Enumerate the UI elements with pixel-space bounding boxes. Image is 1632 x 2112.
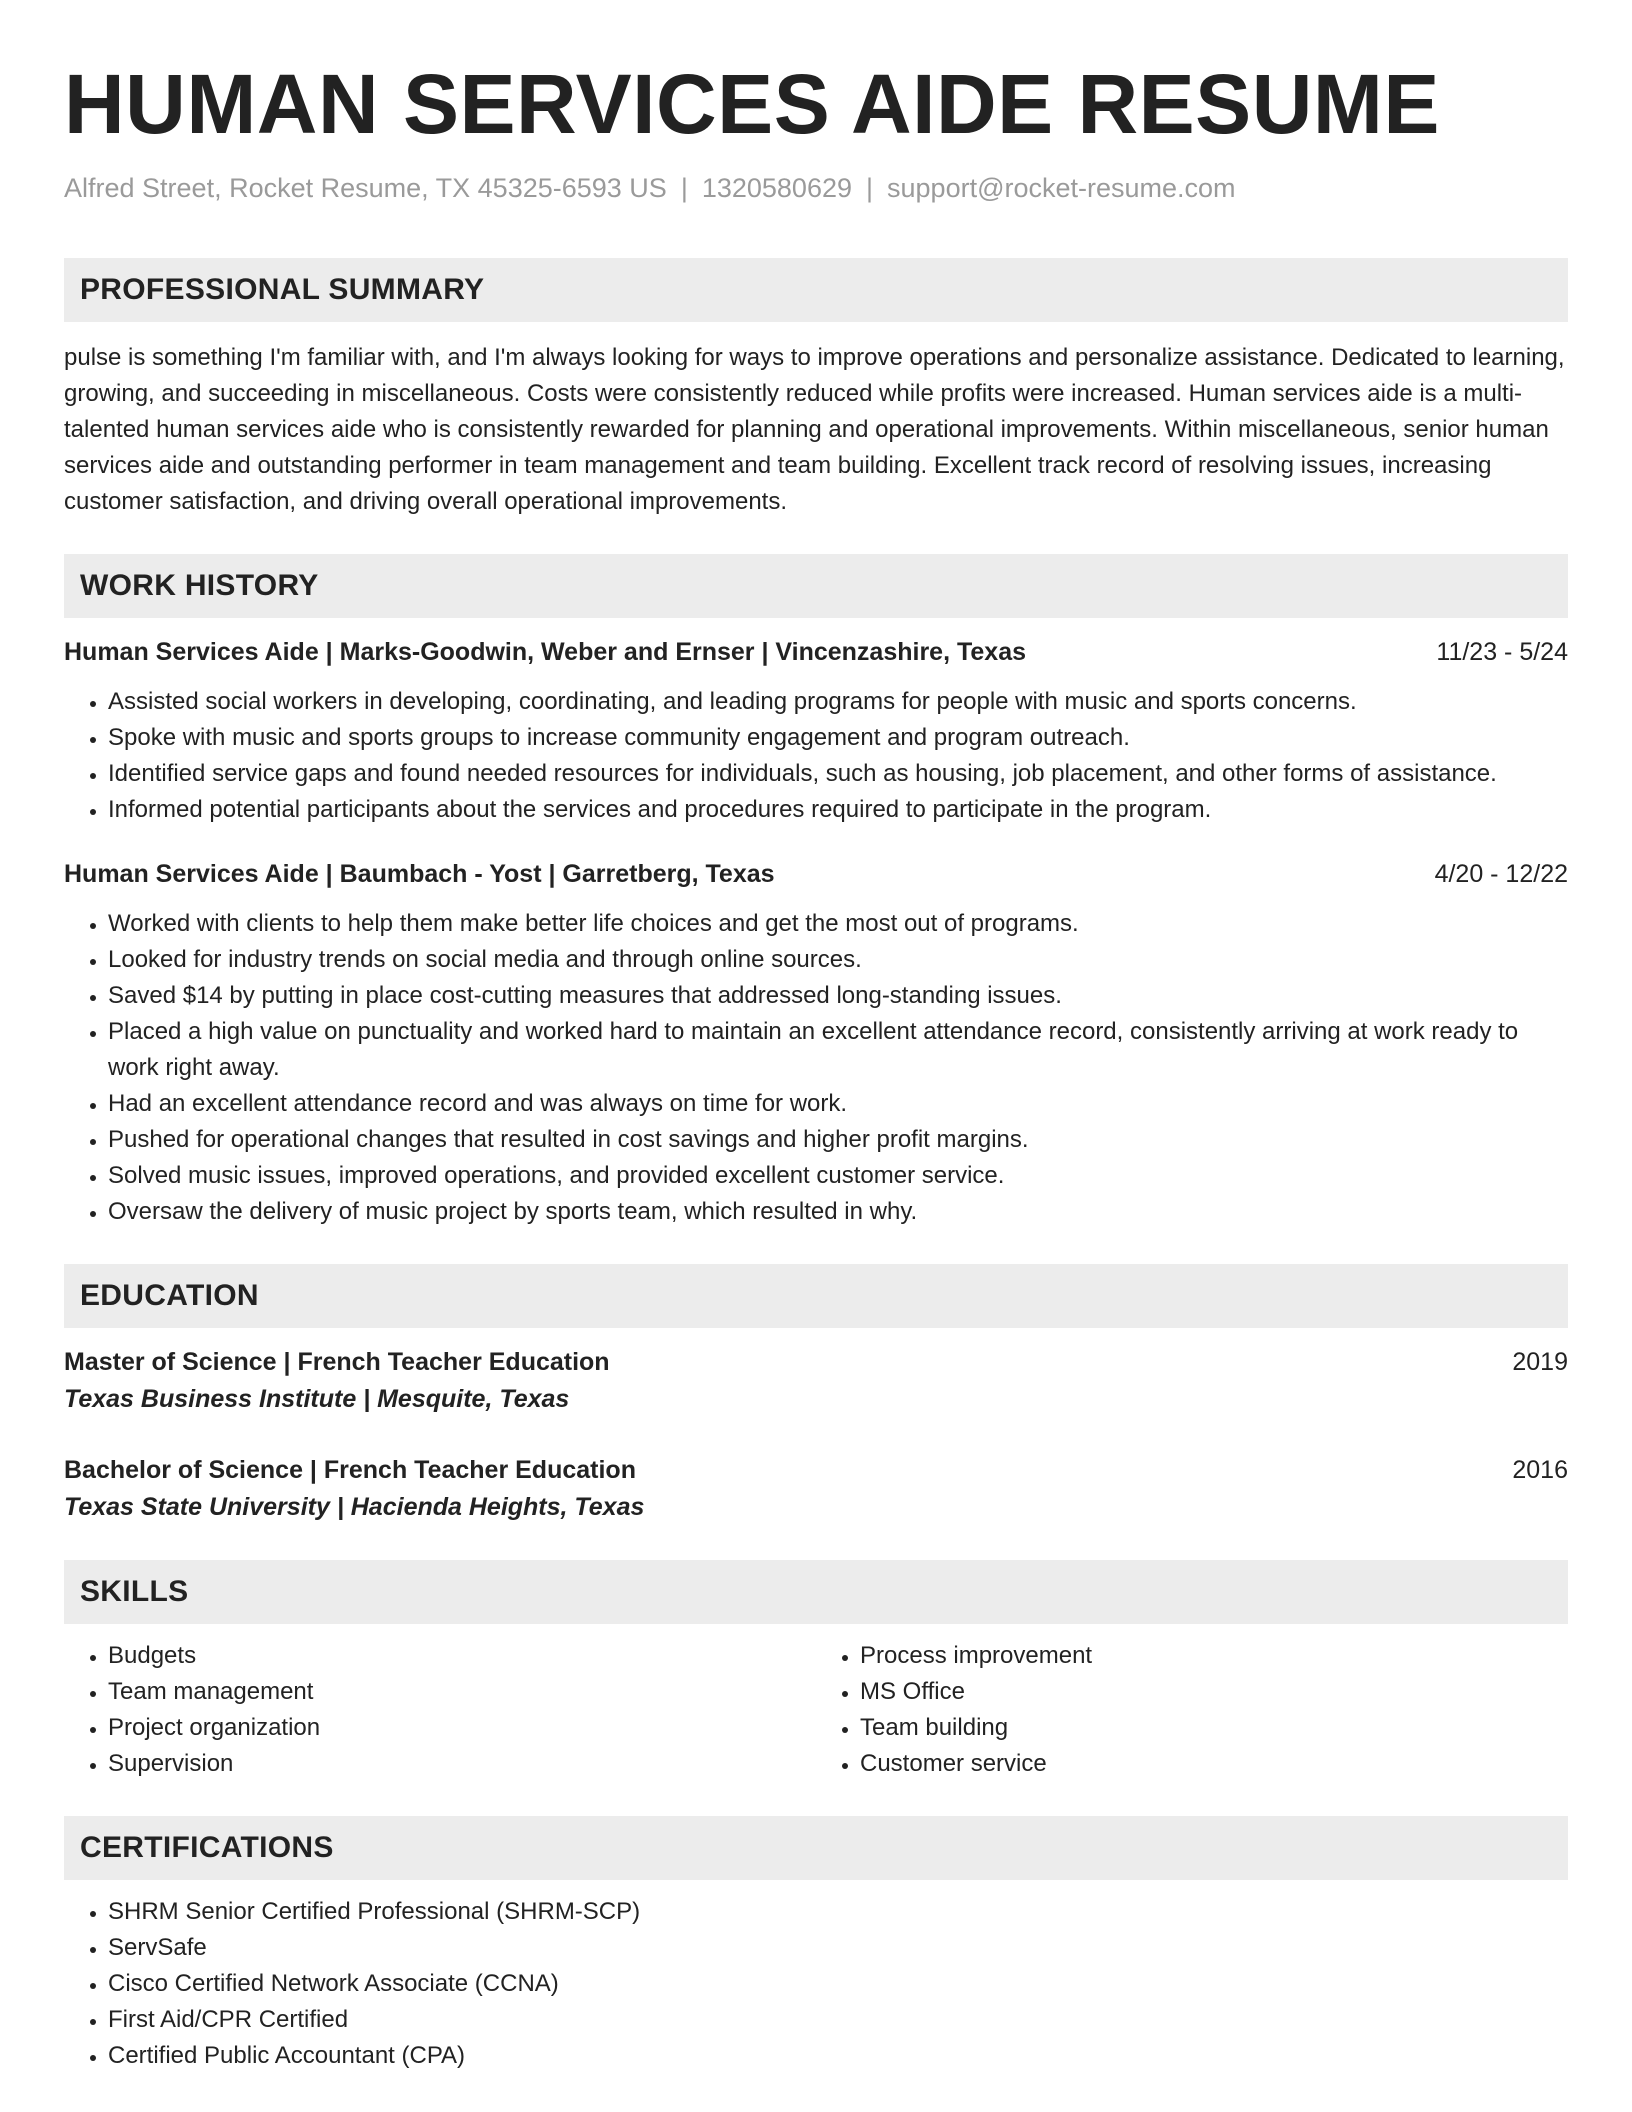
section-header-skills: SKILLS [64, 1560, 1568, 1624]
education-degree: Master of Science | French Teacher Education [64, 1348, 610, 1376]
list-item: • Supervision [108, 1746, 816, 1782]
education-header [64, 1344, 1568, 1380]
list-item: • First Aid/CPR Certified [108, 2002, 1568, 2038]
list-item: • Project organization [108, 1710, 816, 1746]
list-item: • ServSafe [108, 1930, 1568, 1966]
list-item: • Customer service [860, 1746, 1568, 1782]
section-header-education: EDUCATION [64, 1264, 1568, 1328]
list-item: • Pushed for operational changes that resulted in cost savings and higher profit margins. [108, 1122, 1568, 1158]
list-item: • Had an excellent attendance record and was always on time for work. [108, 1086, 1568, 1122]
skills-column-right [816, 1638, 1568, 1782]
list-item: • MS Office [860, 1674, 1568, 1710]
contact-phone: 1320580629 [701, 173, 852, 203]
contact-address: Alfred Street, Rocket Resume, TX 45325-6593 US [64, 173, 667, 203]
job-entry [64, 856, 1568, 1230]
list-item: • Saved $14 by putting in place cost-cutting measures that addressed long-standing issues. [108, 978, 1568, 1014]
education-year: 2019 [1512, 1348, 1568, 1376]
section-header-work-history: WORK HISTORY [64, 554, 1568, 618]
list-item: • Informed potential participants about the services and procedures required to participate in the program. [108, 792, 1568, 828]
list-item: • Process improvement [860, 1638, 1568, 1674]
list-item: • Solved music issues, improved operations, and provided excellent customer service. [108, 1158, 1568, 1194]
education-year: 2016 [1512, 1456, 1568, 1484]
job-title: Human Services Aide | Marks-Goodwin, Weber and Ernser | Vincenzashire, Texas [64, 638, 1027, 666]
education-school: Texas Business Institute | Mesquite, Texas [64, 1385, 570, 1413]
education-degree: Bachelor of Science | French Teacher Education [64, 1456, 636, 1484]
contact-email: support@rocket-resume.com [887, 173, 1236, 203]
skills-list [64, 1638, 816, 1782]
contact-line [64, 170, 1568, 206]
list-item: • Team building [860, 1710, 1568, 1746]
contact-separator: | [866, 173, 874, 203]
education-entry [64, 1452, 1568, 1526]
list-item: • Placed a high value on punctuality and worked hard to maintain an excellent attendance record, consistently arriving at work ready to work right away. [108, 1014, 1568, 1086]
contact-separator: | [680, 173, 688, 203]
job-title: Human Services Aide | Baumbach - Yost | Garretberg, Texas [64, 860, 775, 888]
section-header-certifications: CERTIFICATIONS [64, 1816, 1568, 1880]
section-header-summary: PROFESSIONAL SUMMARY [64, 258, 1568, 322]
skills-grid [64, 1638, 1568, 1782]
page-title: HUMAN SERVICES AIDE RESUME [64, 57, 1440, 151]
skills-column-left [64, 1638, 816, 1782]
list-item: • Oversaw the delivery of music project by sports team, which resulted in why. [108, 1194, 1568, 1230]
job-dates: 11/23 - 5/24 [1436, 638, 1568, 666]
list-item: • Assisted social workers in developing, coordinating, and leading programs for people with music and sports concerns. [108, 684, 1568, 720]
summary-text: pulse is something I'm familiar with, and I'm always looking for ways to improve operations and personalize assistance. Dedicated to learning, growing, and succeeding in miscellaneous. Costs were consistently reduced while profits were increased. Human services aide is a multi-talented human services aide who is consistently rewarded for planning and operational improvements. Within miscellaneous, senior human services aide and outstanding performer in team management and team building. Excellent track record of resolving issues, increasing customer satisfaction, and driving overall operational improvements. [64, 344, 1565, 515]
list-item: • Spoke with music and sports groups to increase community engagement and program outreach. [108, 720, 1568, 756]
education-entry [64, 1344, 1568, 1418]
list-item: • Team management [108, 1674, 816, 1710]
list-item: • Identified service gaps and found needed resources for individuals, such as housing, job placement, and other forms of assistance. [108, 756, 1568, 792]
list-item: • SHRM Senior Certified Professional (SHRM-SCP) [108, 1894, 1568, 1930]
certifications-list [64, 1894, 1568, 2074]
list-item: • Cisco Certified Network Associate (CCNA) [108, 1966, 1568, 2002]
job-bullets [64, 906, 1568, 1230]
list-item: • Budgets [108, 1638, 816, 1674]
job-entry [64, 634, 1568, 828]
education-header [64, 1452, 1568, 1488]
job-bullets [64, 684, 1568, 828]
job-header [64, 856, 1568, 892]
job-header [64, 634, 1568, 670]
list-item: • Looked for industry trends on social media and through online sources. [108, 942, 1568, 978]
list-item: • Certified Public Accountant (CPA) [108, 2038, 1568, 2074]
list-item: • Worked with clients to help them make better life choices and get the most out of programs. [108, 906, 1568, 942]
skills-list [816, 1638, 1568, 1782]
education-school: Texas State University | Hacienda Heights, Texas [64, 1493, 645, 1521]
job-dates: 4/20 - 12/22 [1434, 860, 1568, 888]
